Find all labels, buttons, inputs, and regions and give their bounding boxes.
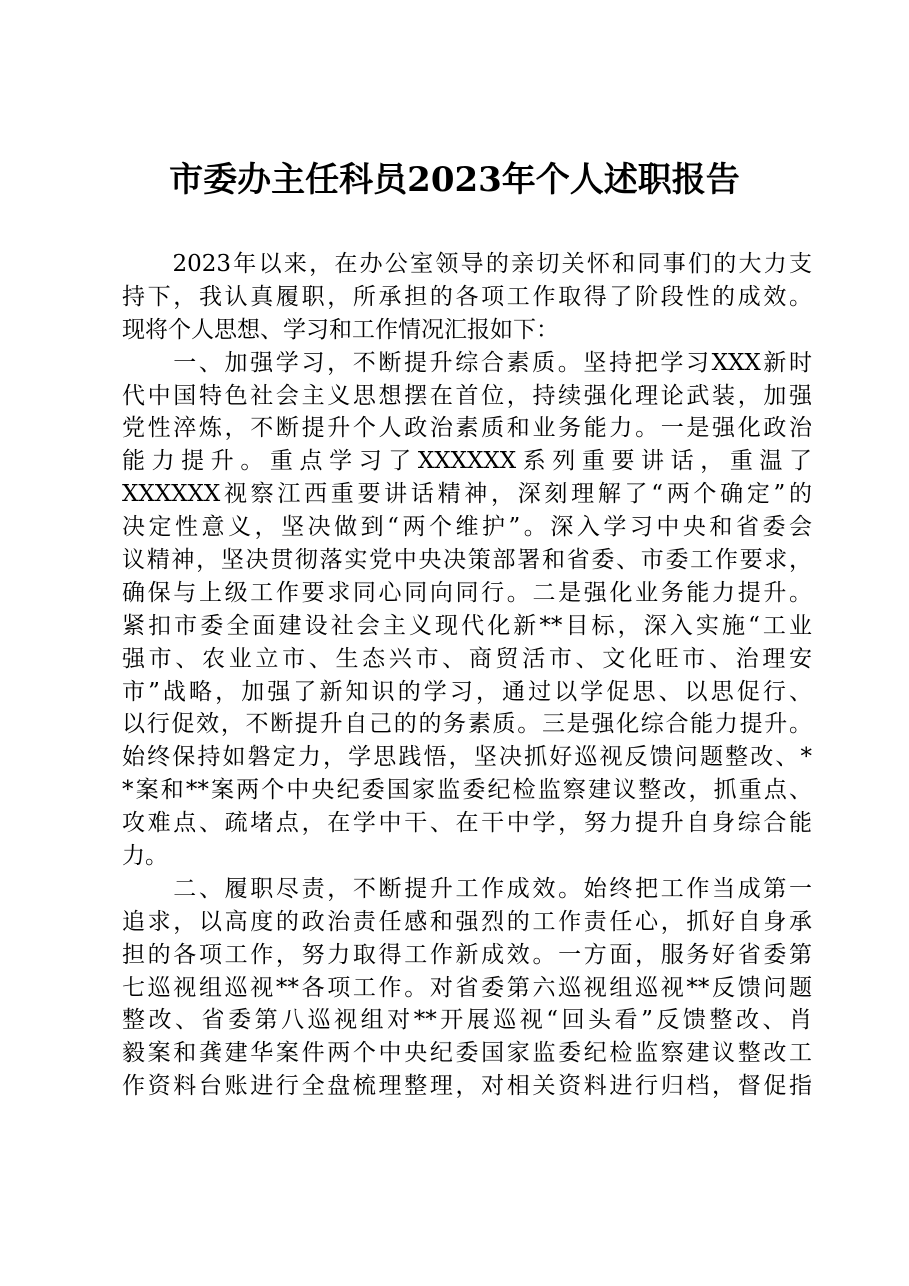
paragraph-line: 紧扣市委全面建设社会主义现代化新**目标，深入实施“工业 — [122, 612, 812, 639]
document-title: 市委办主任科员2023年个人述职报告 — [169, 160, 740, 200]
paragraph-line: 整改、省委第八巡视组对**开展巡视“回头看”反馈整改、肖 — [122, 1007, 812, 1034]
paragraph-line: 确保与上级工作要求同心同向同行。二是强化业务能力提升。 — [122, 579, 812, 606]
paragraph-line: 毅案和龚建华案件两个中央纪委国家监委纪检监察建议整改工 — [122, 1040, 812, 1067]
paragraph-line: 追求，以高度的政治责任感和强烈的工作责任心，抓好自身承 — [122, 908, 812, 935]
paragraph-line: 现将个人思想、学习和工作情况汇报如下： — [122, 316, 559, 343]
paragraph-line: 一、加强学习，不断提升综合素质。坚持把学习XXX新时 — [122, 349, 812, 376]
paragraph-line: 代中国特色社会主义思想摆在首位，持续强化理论武装，加强 — [122, 382, 812, 409]
paragraph-line: 担的各项工作，努力取得工作新成效。一方面，服务好省委第 — [122, 941, 812, 968]
paragraph-line: 攻难点、疏堵点，在学中干、在干中学，努力提升自身综合能 — [122, 810, 812, 837]
paragraph-line: 始终保持如磐定力，学思践悟，坚决抓好巡视反馈问题整改、* — [122, 744, 812, 771]
paragraph-line: 2023年以来，在办公室领导的亲切关怀和同事们的大力支 — [122, 251, 812, 277]
paragraph-line: 力。 — [122, 843, 168, 870]
paragraph-line: 持下，我认真履职，所承担的各项工作取得了阶段性的成效。 — [122, 283, 812, 310]
paragraph-line: 作资料台账进行全盘梳理整理，对相关资料进行归档，督促指 — [122, 1073, 812, 1100]
paragraph-line: 能力提升。重点学习了XXXXXX系列重要讲话，重温了 — [122, 448, 812, 475]
document-body — [122, 248, 812, 1103]
paragraph-line: 二、履职尽责，不断提升工作成效。始终把工作当成第一 — [122, 875, 812, 902]
paragraph-line: 七巡视组巡视**各项工作。对省委第六巡视组巡视**反馈问题 — [122, 974, 812, 1001]
paragraph-line: 决定性意义，坚决做到“两个维护”。深入学习中央和省委会 — [122, 514, 812, 541]
paragraph-line: 强市、农业立市、生态兴市、商贸活市、文化旺市、治理安 — [122, 645, 812, 672]
paragraph-line: 议精神，坚决贯彻落实党中央决策部署和省委、市委工作要求， — [122, 547, 812, 574]
paragraph-line: *案和**案两个中央纪委国家监委纪检监察建议整改，抓重点、 — [122, 777, 812, 804]
paragraph-line: 党性淬炼，不断提升个人政治素质和业务能力。一是强化政治 — [122, 415, 812, 442]
paragraph-line: XXXXXX视察江西重要讲话精神，深刻理解了“两个确定”的 — [122, 481, 812, 508]
paragraph-line: 以行促效，不断提升自己的的务素质。三是强化综合能力提升。 — [122, 711, 812, 738]
paragraph-line: 市”战略，加强了新知识的学习，通过以学促思、以思促行、 — [122, 678, 812, 705]
